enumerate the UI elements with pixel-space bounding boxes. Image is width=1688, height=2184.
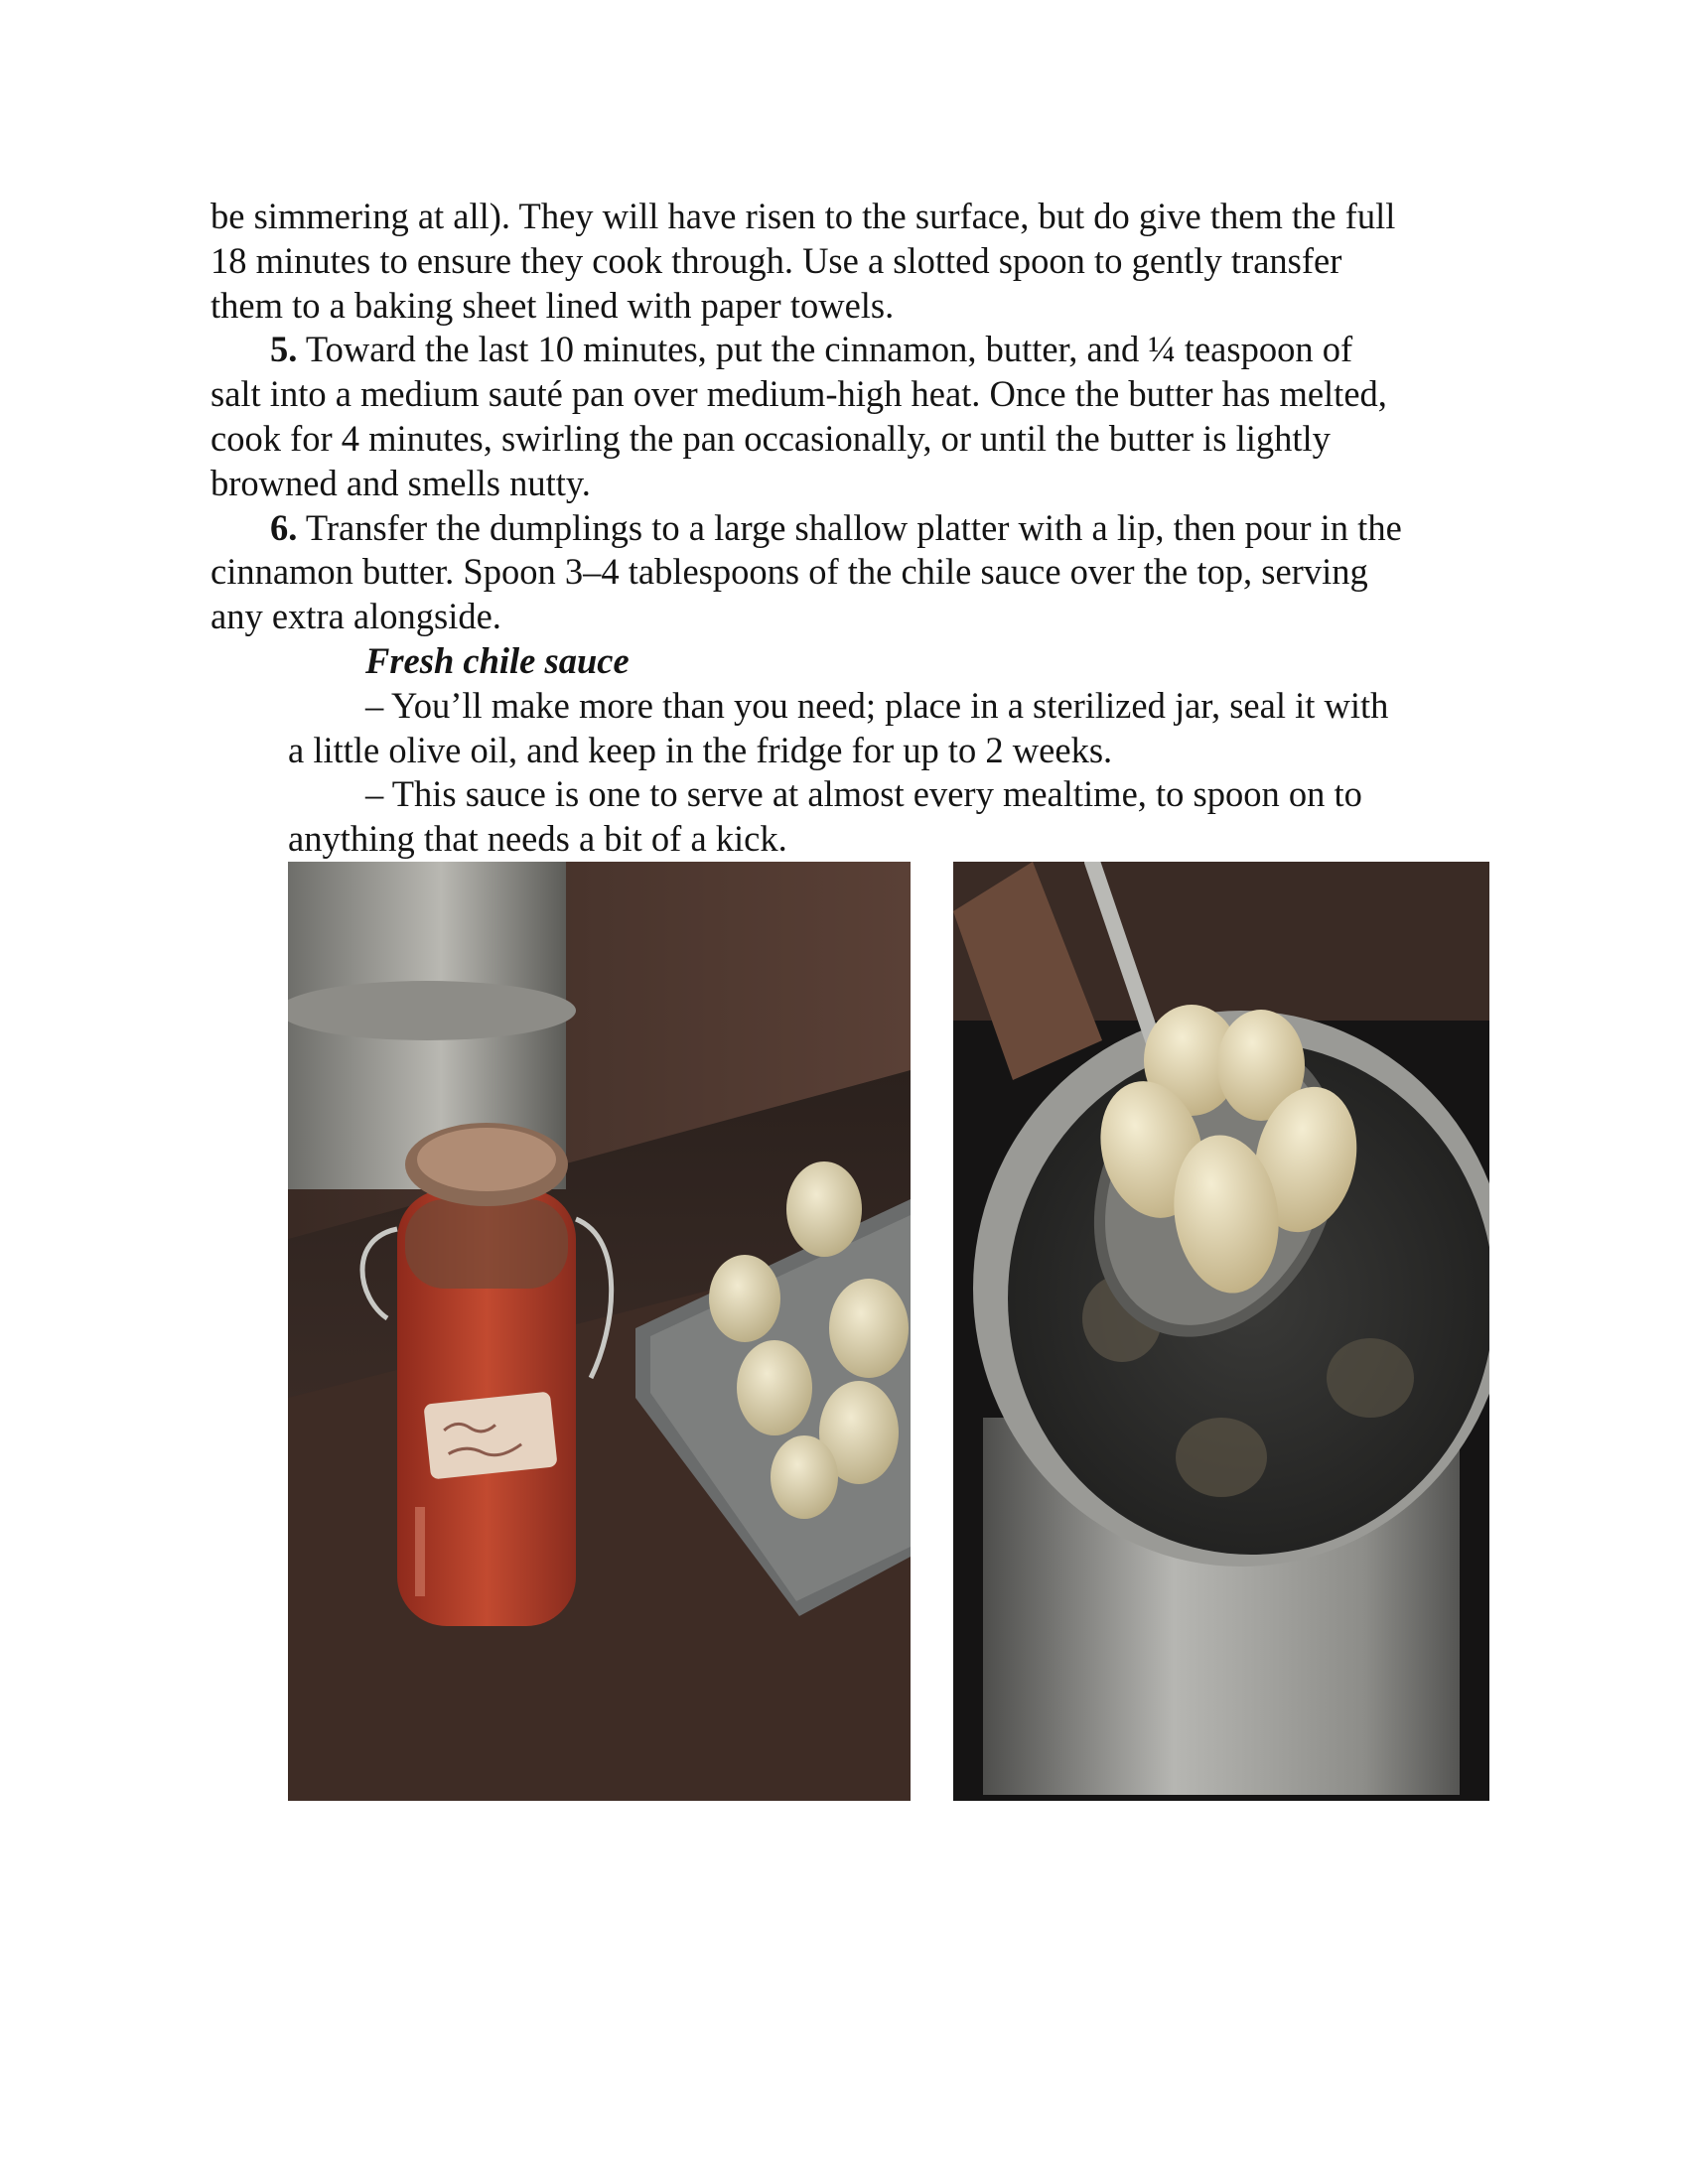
step-6-text-line: cinnamon butter. Spoon 3–4 tablespoons of the chile sauce over the top, serving [211, 551, 1368, 593]
step-5-text-line: cook for 4 minutes, swirling the pan occasionally, or until the butter is lightly [211, 417, 1331, 459]
recipe-text [211, 195, 1501, 862]
step-4-text-line: be simmering at all). They will have risen to the surface, but do give them the full [211, 196, 1396, 236]
dumplings-in-pot-photo [953, 862, 1489, 1801]
step-5-paragraph [211, 328, 1501, 372]
step-5-text: Toward the last 10 minutes, put the cinnamon, butter, and ¼ teaspoon of [297, 329, 1353, 370]
step-6-text: Transfer the dumplings to a large shallow platter with a lip, then pour in the [297, 506, 1402, 548]
step-4-text-line: them to a baking sheet lined with paper towels. [211, 284, 895, 326]
step-4-text-line: 18 minutes to ensure they cook through. Use a slotted spoon to gently transfer [211, 239, 1342, 281]
sauce-note-line: a little olive oil, and keep in the fridge for up to 2 weeks. [288, 729, 1113, 770]
step-6-text-line: any extra alongside. [211, 596, 501, 637]
step-5-number: 5. [270, 329, 298, 370]
sauce-note-line: anything that needs a bit of a kick. [288, 818, 787, 860]
step-5-text-line: salt into a medium sauté pan over medium-high heat. Once the butter has melted, [211, 373, 1387, 415]
sauce-note-line: – This sauce is one to serve at almost every mealtime, to spoon on to [365, 773, 1362, 815]
sauce-note-line: – You’ll make more than you need; place in a sterilized jar, seal it with [365, 684, 1389, 726]
sauce-heading: Fresh chile sauce [365, 639, 630, 681]
step-6-number: 6. [270, 506, 298, 548]
step-5-text-line: browned and smells nutty. [211, 462, 591, 503]
chile-sauce-jar-photo [288, 862, 911, 1801]
step-6-paragraph [211, 506, 1501, 551]
